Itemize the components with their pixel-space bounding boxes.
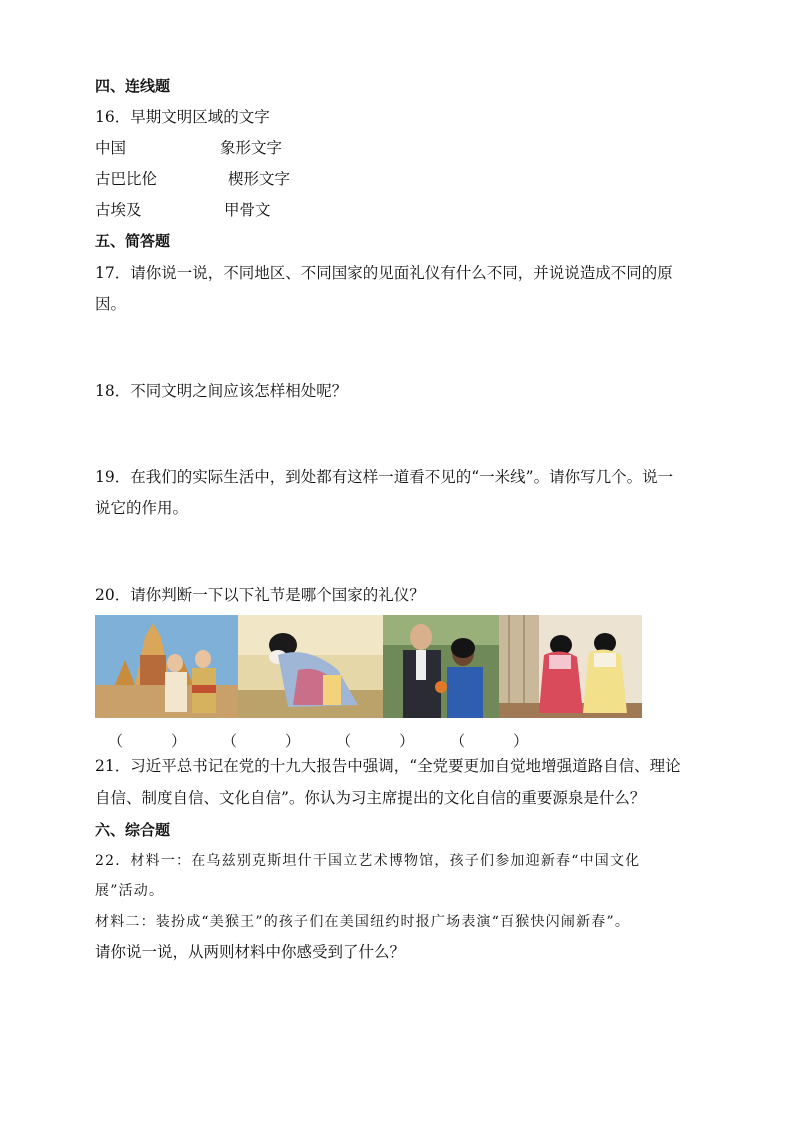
question-21-line1: 21．习近平总书记在党的十九大报告中强调，“全党要更加自觉地增强道路自信、理论	[95, 757, 681, 775]
match-left-1: 中国	[95, 139, 127, 157]
blank-2-close: ）	[285, 732, 301, 750]
question-21-line2: 自信、制度自信、文化自信”。你认为习主席提出的文化自信的重要源泉是什么？	[95, 789, 646, 807]
blank-3-close: ）	[399, 732, 415, 750]
match-right-2: 楔形文字	[228, 170, 291, 188]
question-17-line1: 17．请你说一说，不同地区、不同国家的见面礼仪有什么不同，并说说造成不同的原	[95, 264, 673, 282]
section6-title: 六、综合题	[95, 821, 171, 839]
question-19-line1: 19．在我们的实际生活中，到处都有这样一道看不见的“一米线”。请你写几个。说一	[95, 468, 674, 486]
japanese-bow-photo	[238, 615, 383, 718]
match-right-1: 象形文字	[220, 139, 283, 157]
answer-blanks	[108, 730, 528, 751]
blank-3-open: （	[336, 732, 352, 750]
match-left-2: 古巴比伦	[95, 170, 158, 188]
question-17-line2: 因。	[95, 295, 127, 313]
section5-title: 五、简答题	[95, 232, 171, 250]
korean-bow-photo	[499, 615, 642, 718]
question-16: 16．早期文明区域的文字	[95, 108, 270, 126]
question-22-line4: 请你说一说，从两则材料中你感受到了什么？	[95, 943, 406, 961]
blank-4-close: ）	[513, 732, 529, 750]
etiquette-photos	[95, 615, 642, 718]
blank-1-open: （	[108, 732, 124, 750]
question-22-line2: 展”活动。	[95, 883, 165, 899]
thai-greeting-photo	[95, 615, 238, 718]
question-19-line2: 说它的作用。	[95, 499, 189, 517]
blank-4-open: （	[450, 732, 466, 750]
question-22-line3: 材料二：装扮成“美猴王”的孩子们在美国纽约时报广场表演“百猴快闪闹新春”。	[95, 914, 631, 930]
indian-welcome-photo	[383, 615, 499, 718]
match-left-3: 古埃及	[95, 201, 142, 219]
blank-1-close: ）	[171, 732, 187, 750]
question-22-line1: 22．材料一：在乌兹别克斯坦什干国立艺术博物馆，孩子们参加迎新春“中国文化	[95, 853, 641, 869]
match-right-3: 甲骨文	[224, 201, 271, 219]
blank-2-open: （	[222, 732, 238, 750]
question-20: 20．请你判断一下以下礼节是哪个国家的礼仪？	[95, 586, 425, 604]
section4-title: 四、连线题	[95, 77, 171, 95]
question-18: 18．不同文明之间应该怎样相处呢？	[95, 382, 348, 400]
